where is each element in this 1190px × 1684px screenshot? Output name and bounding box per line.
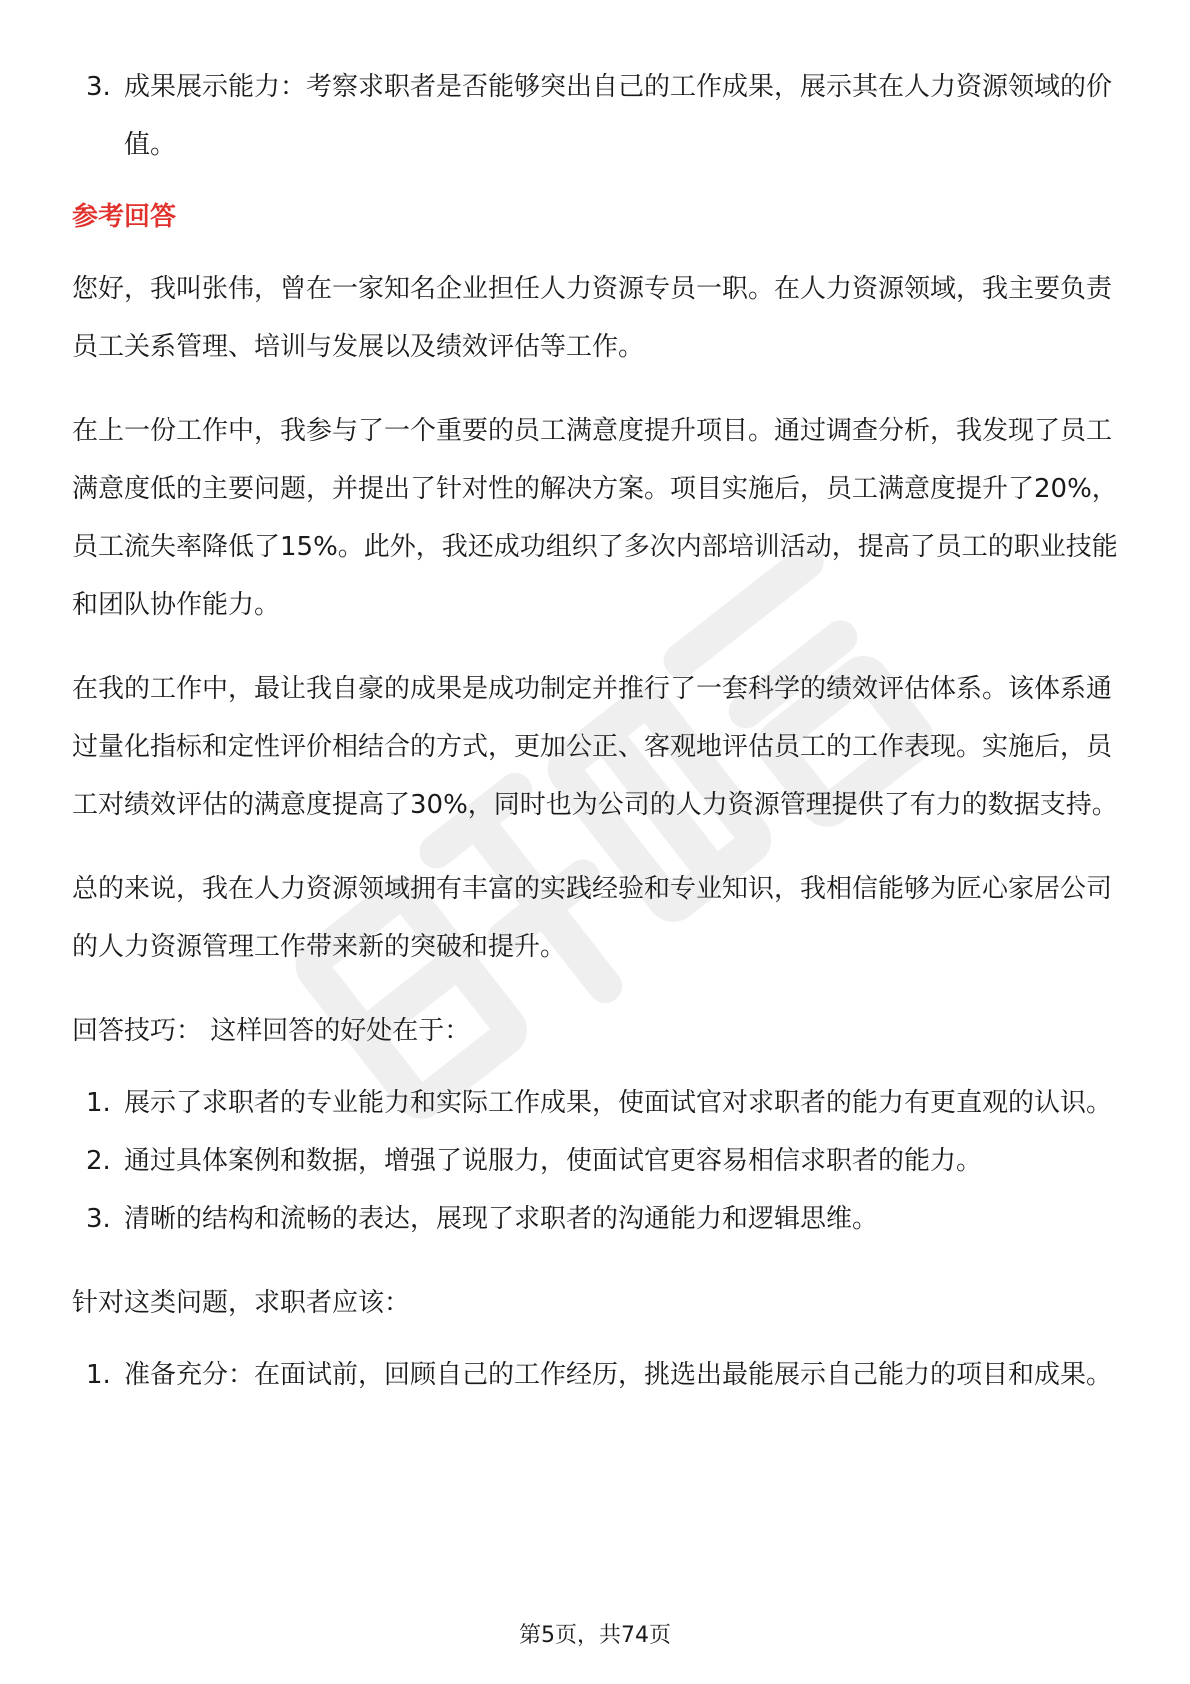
answer-heading: 参考回答 (72, 202, 177, 232)
main-content (72, 58, 1118, 1404)
paragraph: 在上一份工作中，我参与了一个重要的员工满意度提升项目。通过调查分析，我发现了员工满意度低的主要问题，并提出了针对性的解决方案。项目实施后，员工满意度提升了20%，员工流失率降低了15%。此外，我还成功组织了多次内部培训活动，提高了员工的职业技能和团队协作能力。 (72, 416, 1118, 620)
advice-list (72, 1346, 1118, 1404)
list-item (72, 58, 1118, 174)
list-item-text: 清晰的结构和流畅的表达，展现了求职者的沟通能力和逻辑思维。 (124, 1204, 879, 1234)
list-item-text: 成果展示能力：考察求职者是否能够突出自己的工作成果，展示其在人力资源领域的价值。 (124, 72, 1113, 160)
paragraph: 总的来说，我在人力资源领域拥有丰富的实践经验和专业知识，我相信能够为匠心家居公司的人力资源管理工作带来新的突破和提升。 (72, 874, 1113, 962)
list-item (72, 1346, 1118, 1404)
list-item-text: 通过具体案例和数据，增强了说服力，使面试官更容易相信求职者的能力。 (124, 1146, 983, 1176)
list-number: 3. (86, 1204, 111, 1234)
paragraph: 在我的工作中，最让我自豪的成果是成功制定并推行了一套科学的绩效评估体系。该体系通过量化指标和定性评价相结合的方式，更加公正、客观地评估员工的工作表现。实施后，员工对绩效评估的满意度提高了30%，同时也为公司的人力资源管理提供了有力的数据支持。 (72, 674, 1118, 820)
list-item-text: 准备充分：在面试前，回顾自己的工作经历，挑选出最能展示自己能力的项目和成果。 (124, 1360, 1113, 1390)
paragraph: 您好，我叫张伟，曾在一家知名企业担任人力资源专员一职。在人力资源领域，我主要负责员工关系管理、培训与发展以及绩效评估等工作。 (72, 274, 1113, 362)
top-list (72, 58, 1118, 174)
tips-list (72, 1074, 1118, 1248)
list-item (72, 1074, 1118, 1132)
advice-intro: 针对这类问题，求职者应该： (72, 1288, 411, 1318)
tips-intro: 回答技巧： 这样回答的好处在于： (72, 1016, 471, 1046)
page-footer: 第5页，共74页 (519, 1623, 671, 1648)
list-number: 1. (86, 1360, 111, 1390)
list-number: 1. (86, 1088, 111, 1118)
list-item (72, 1132, 1118, 1190)
list-number: 2. (86, 1146, 111, 1176)
list-number: 3. (86, 72, 111, 102)
list-item (72, 1190, 1118, 1248)
list-item-text: 展示了求职者的专业能力和实际工作成果，使面试官对求职者的能力有更直观的认识。 (124, 1088, 1113, 1118)
